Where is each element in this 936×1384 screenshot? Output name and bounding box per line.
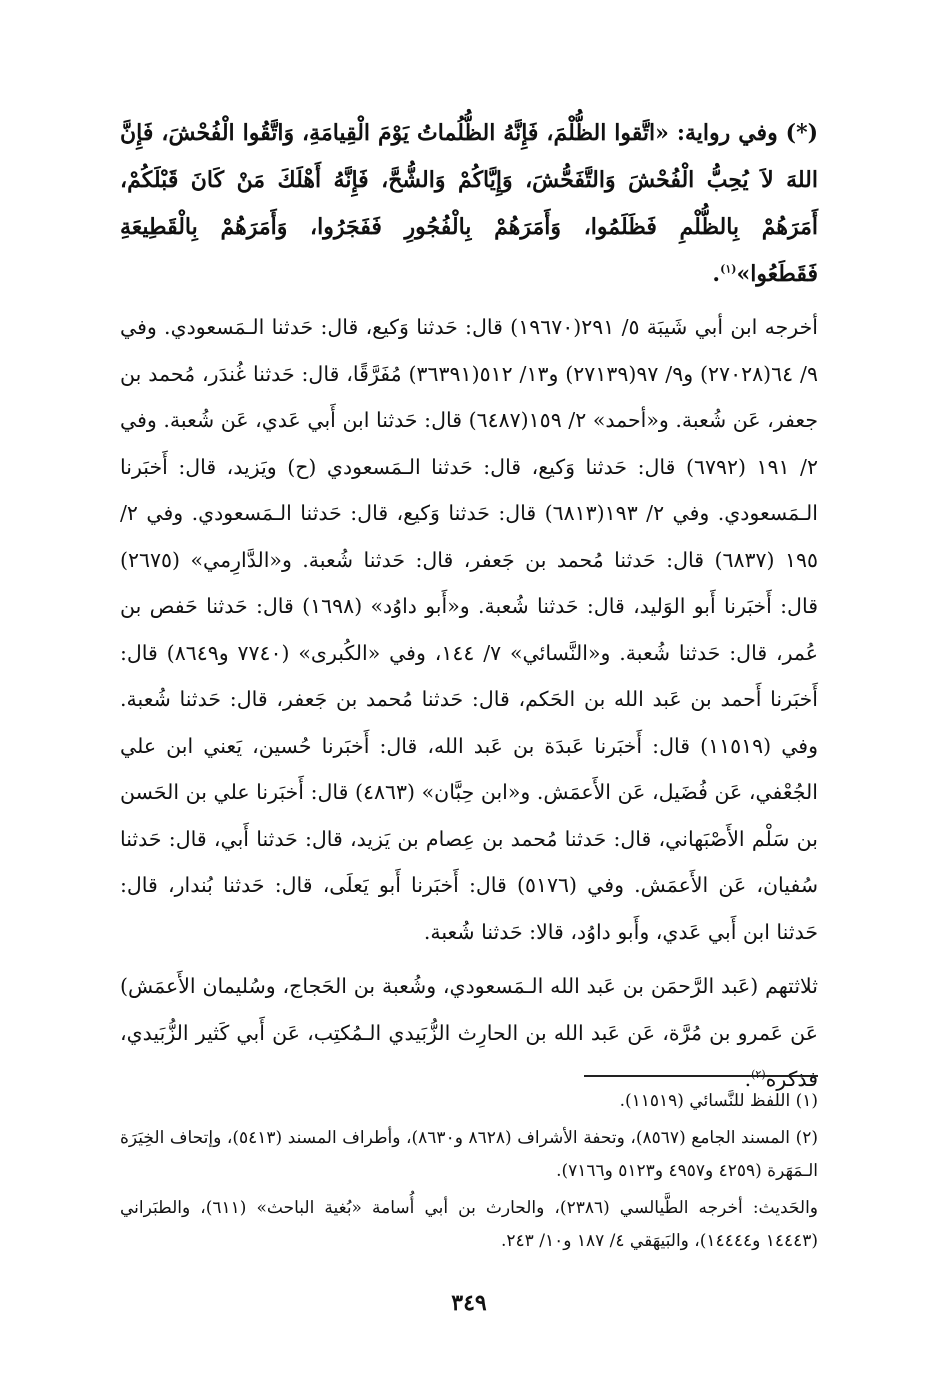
footnote-1: (١) اللفظ للنَّسائي (١١٥١٩). bbox=[619, 1091, 818, 1111]
takhrij-paragraph: أخرجه ابن أبي شَيبَة ٥/ ٢٩١(١٩٦٧٠) قال: حَدثنا وَكيع، قال: حَدثنا الـمَسعودي. وفي ٩/ ٦٤(٢٧٠٢٨) و٩/ ٩٧(٢٧١٣٩) و١٣/ ٥١٢(٣٦٣٩١) مُفَرَّقًا، قال: حَدثنا غُندَر، مُحمد بن جعفر، عَن شُعبة. و«أحمد» ٢/ ١٥٩(٦٤٨٧) قال: حَدثنا ابن أَبي عَدي، عَن شُعبة. وفي ٢/ ١٩١ (٦٧٩٢) قال: حَدثنا وَكيع، قال: حَدثنا الـمَسعودي (ح) ويَزيد، قال: أَخبَرنا الـمَسعودي. وفي ٢/ ١٩٣(٦٨١٣) قال: حَدثنا وَكيع، قال: حَدثنا الـمَسعودي. وفي ٢/ ١٩٥ (٦٨٣٧) قال: حَدثنا مُحمد بن جَعفر، قال: حَدثنا شُعبة. و«الدَّارِمي» (٢٦٧٥) قال: أَخبَرنا أَبو الوَليد، قال: حَدثنا شُعبة. و«أَبو داوُد» (١٦٩٨) قال: حَدثنا حَفص بن عُمر، قال: حَدثنا شُعبة. و«النَّسائي» ٧/ ١٤٤، وفي «الكُبرى» (٧٧٤٠ و٨٦٤٩) قال: أَخبَرنا أَحمد بن عَبد الله بن الحَكم، قال: حَدثنا مُحمد بن جَعفر، قال: حَدثنا شُعبة. وفي (١١٥١٩) قال: أَخبَرنا عَبدَة بن عَبد الله، قال: أَخبَرنا حُسين، يَعني ابن علي الجُعْفي، عَن فُضَيل، عَن الأَعمَش. و«ابن حِبَّان» (٤٨٦٣) قال: أَخبَرنا علي بن الحَسن بن سَلْم الأَصْبَهاني، قال: حَدثنا مُحمد بن عِصام بن يَزيد، قال: حَدثنا أَبي، قال: حَدثنا سُفيان، عَن الأَعمَش. وفي (٥١٧٦) قال: أَخبَرنا أَبو يَعلَى، قال: حَدثنا بُندار، قال: حَدثنا ابن أَبي عَدي، وأَبو داوُد، قالا: حَدثنا شُعبة. bbox=[120, 315, 819, 944]
footnote-divider bbox=[584, 1075, 818, 1077]
footnotes-section bbox=[120, 1085, 818, 1262]
hadith-end: . bbox=[712, 261, 721, 287]
page-number: ٣٤٩ bbox=[451, 1290, 487, 1316]
hadith-intro: وفي رواية: bbox=[668, 120, 786, 146]
summary-text: ثلاثتهم (عَبد الرَّحمَن بن عَبد الله الـمَسعودي، وشُعبة بن الحَجاج، وسُليمان الأَعمَش) عَن عَمرو بن مُرَّة، عَن عَبد الله بن الحارِث الزُّبَيدي الـمُكتِب، عَن أَبي كَثير الزُّبَيدي، فذكره bbox=[120, 974, 818, 1091]
hadith-paragraph bbox=[120, 110, 818, 298]
footnote-ref-1: (١) bbox=[720, 262, 737, 276]
summary-end: . bbox=[744, 1067, 752, 1091]
footnote-3: والحَديث: أخرجه الطَّيالسي (٢٣٨٦)، والحارث بن أبي أُسامة «بُغية الباحث» (٦١١)، والطبَراني (١٤٤٤٣ و١٤٤٤٤)، والبَيهَقي ٤/ ١٨٧ و١٠/ ٢٤٣. bbox=[120, 1198, 818, 1251]
hadith-text: «اتَّقوا الظُّلْمَ، فَإِنَّهُ الظُّلُماتُ يَوْمَ الْقِيامَةِ، وَاتَّقُوا الْفُحْشَ، فَإِنَّ اللهَ لاَ يُحِبُّ الْفُحْشَ وَالتَّفَحُّشَ، وَإِيَّاكُمْ وَالشُّحَّ، فَإِنَّهُ أَهْلَكَ مَنْ كَانَ قَبْلَكُمْ، أَمَرَهُمْ بِالظُّلْمِ فَظَلَمُوا، وَأَمَرَهُمْ بِالْفُجُورِ فَفَجَرُوا، وَأَمَرَهُمْ بِالْقَطِيعَةِ فَقَطَعُوا» bbox=[120, 120, 818, 287]
footnote-2: (٢) المسند الجامع (٨٥٦٧)، وتحفة الأشراف (٨٦٢٨ و٨٦٣٠)، وأطراف المسند (٥٤١٣)، وإتحاف الخِيَرَة الـمَهَرة (٤٢٥٩ و٤٩٥٧ و٥١٢٣ و٧١٦٦). bbox=[120, 1128, 818, 1181]
summary-paragraph bbox=[120, 963, 818, 1103]
hadith-star: (*) bbox=[785, 120, 818, 146]
footnote-ref-2: (٢) bbox=[751, 1068, 766, 1082]
book-page bbox=[120, 110, 818, 1384]
